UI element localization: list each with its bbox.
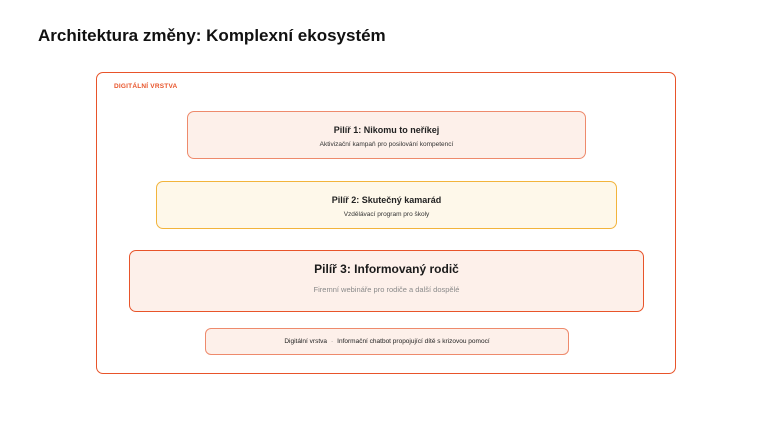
digital-layer-box-text: Informační chatbot propojující dítě s krizovou pomocí xyxy=(337,338,490,345)
digital-layer-box-label: Digitální vrstva xyxy=(284,338,327,345)
pillar-3-title: Pilíř 3: Informovaný rodič xyxy=(314,262,459,276)
page-title: Architektura změny: Komplexní ekosystém xyxy=(38,26,386,45)
pillar-2-box xyxy=(156,181,617,229)
separator-dot: · xyxy=(330,338,334,345)
digital-layer-label: DIGITÁLNÍ VRSTVA xyxy=(114,83,178,90)
pillar-2-subtitle: Vzdělávací program pro školy xyxy=(343,211,430,218)
pillar-2-title: Pilíř 2: Skutečný kamarád xyxy=(331,195,442,205)
pillar-3-subtitle: Firemní webináře pro rodiče a další dospělé xyxy=(313,285,460,294)
pillar-1-title: Pilíř 1: Nikomu to neříkej xyxy=(333,125,440,135)
pillar-1-subtitle: Aktivizační kampaň pro posilování kompetencí xyxy=(319,141,454,148)
pillar-3-box xyxy=(129,250,644,312)
digital-layer-box xyxy=(205,328,569,355)
pillar-1-box xyxy=(187,111,586,159)
